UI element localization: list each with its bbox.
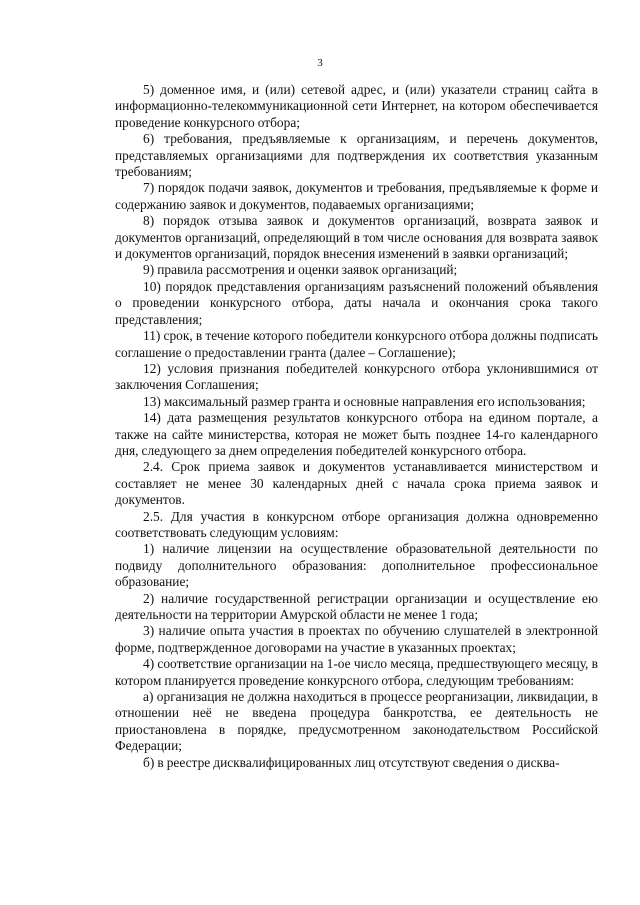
page-number: 3	[317, 57, 323, 69]
paragraph-item-11: 11) срок, в течение которого победители конкурсного отбора должны подписать соглашение о предоставлении гранта (далее – Соглашение);	[115, 328, 598, 360]
paragraph-requirement-a: а) организация не должна находиться в процессе реорганизации, ликвидации, в отношении неё не введена процедура банкротства, ее деятельность не приостановлена в порядке, предусмотренном законодательством Российской Федерации;	[115, 689, 598, 754]
paragraph-section-2-4: 2.4. Срок приема заявок и документов устанавливается министерством и составляет не менее 30 календарных дней с начала срока приема заявок и документов.	[115, 459, 598, 508]
document-body	[115, 82, 598, 771]
paragraph-section-2-5: 2.5. Для участия в конкурсном отборе организация должна одновременно соответствовать следующим условиям:	[115, 508, 598, 540]
paragraph-item-12: 12) условия признания победителей конкурсного отбора уклонившимися от заключения Соглашения;	[115, 360, 598, 393]
paragraph-item-7: 7) порядок подачи заявок, документов и требования, предъявляемые к форме и содержанию заявок и документов, подаваемых организациями;	[115, 180, 598, 212]
paragraph-item-10: 10) порядок представления организациям разъяснений положений объявления о проведении конкурсного отбора, даты начала и окончания срока такого представления;	[115, 278, 598, 327]
paragraph-condition-3: 3) наличие опыта участия в проектах по обучению слушателей в электронной форме, подтвержденное договорами на участие в указанных проектах;	[115, 623, 598, 655]
paragraph-item-13: 13) максимальный размер гранта и основные направления его использования;	[143, 393, 586, 409]
paragraph-condition-1: 1) наличие лицензии на осуществление образовательной деятельности по подвиду дополнительного образования: дополнительное профессиональное образование;	[115, 541, 598, 590]
paragraph-item-9: 9) правила рассмотрения и оценки заявок организаций;	[143, 262, 458, 278]
paragraph-condition-2: 2) наличие государственной регистрации организации и осуществление ею деятельности на территории Амурской области не менее 1 года;	[115, 590, 598, 622]
paragraph-item-6: 6) требования, предъявляемые к организациям, и перечень документов, представляемых организациями для подтверждения их соответствия указанным требованиям;	[115, 131, 598, 180]
paragraph-condition-4: 4) соответствие организации на 1-ое число месяца, предшествующего месяцу, в котором планируется проведение конкурсного отбора, следующим требованиям:	[115, 656, 598, 688]
paragraph-item-8: 8) порядок отзыва заявок и документов организаций, возврата заявок и документов организаций, определяющий в том числе основания для возврата заявок и документов организаций, порядок внесения изменений в заявки организаций;	[115, 213, 598, 262]
paragraph-requirement-b: б) в реестре дисквалифицированных лиц отсутствуют сведения о дисква-	[143, 754, 560, 770]
paragraph-item-14: 14) дата размещения результатов конкурсного отбора на едином портале, а также на сайте министерства, которая не может быть позднее 14-го календарного дня, следующего за днем определения победителей конкурсного отбора.	[115, 410, 598, 458]
paragraph-item-5: 5) доменное имя, и (или) сетевой адрес, и (или) указатели страниц сайта в информационно-телекоммуникационной сети Интернет, на котором обеспечивается проведение конкурсного отбора;	[115, 82, 598, 130]
